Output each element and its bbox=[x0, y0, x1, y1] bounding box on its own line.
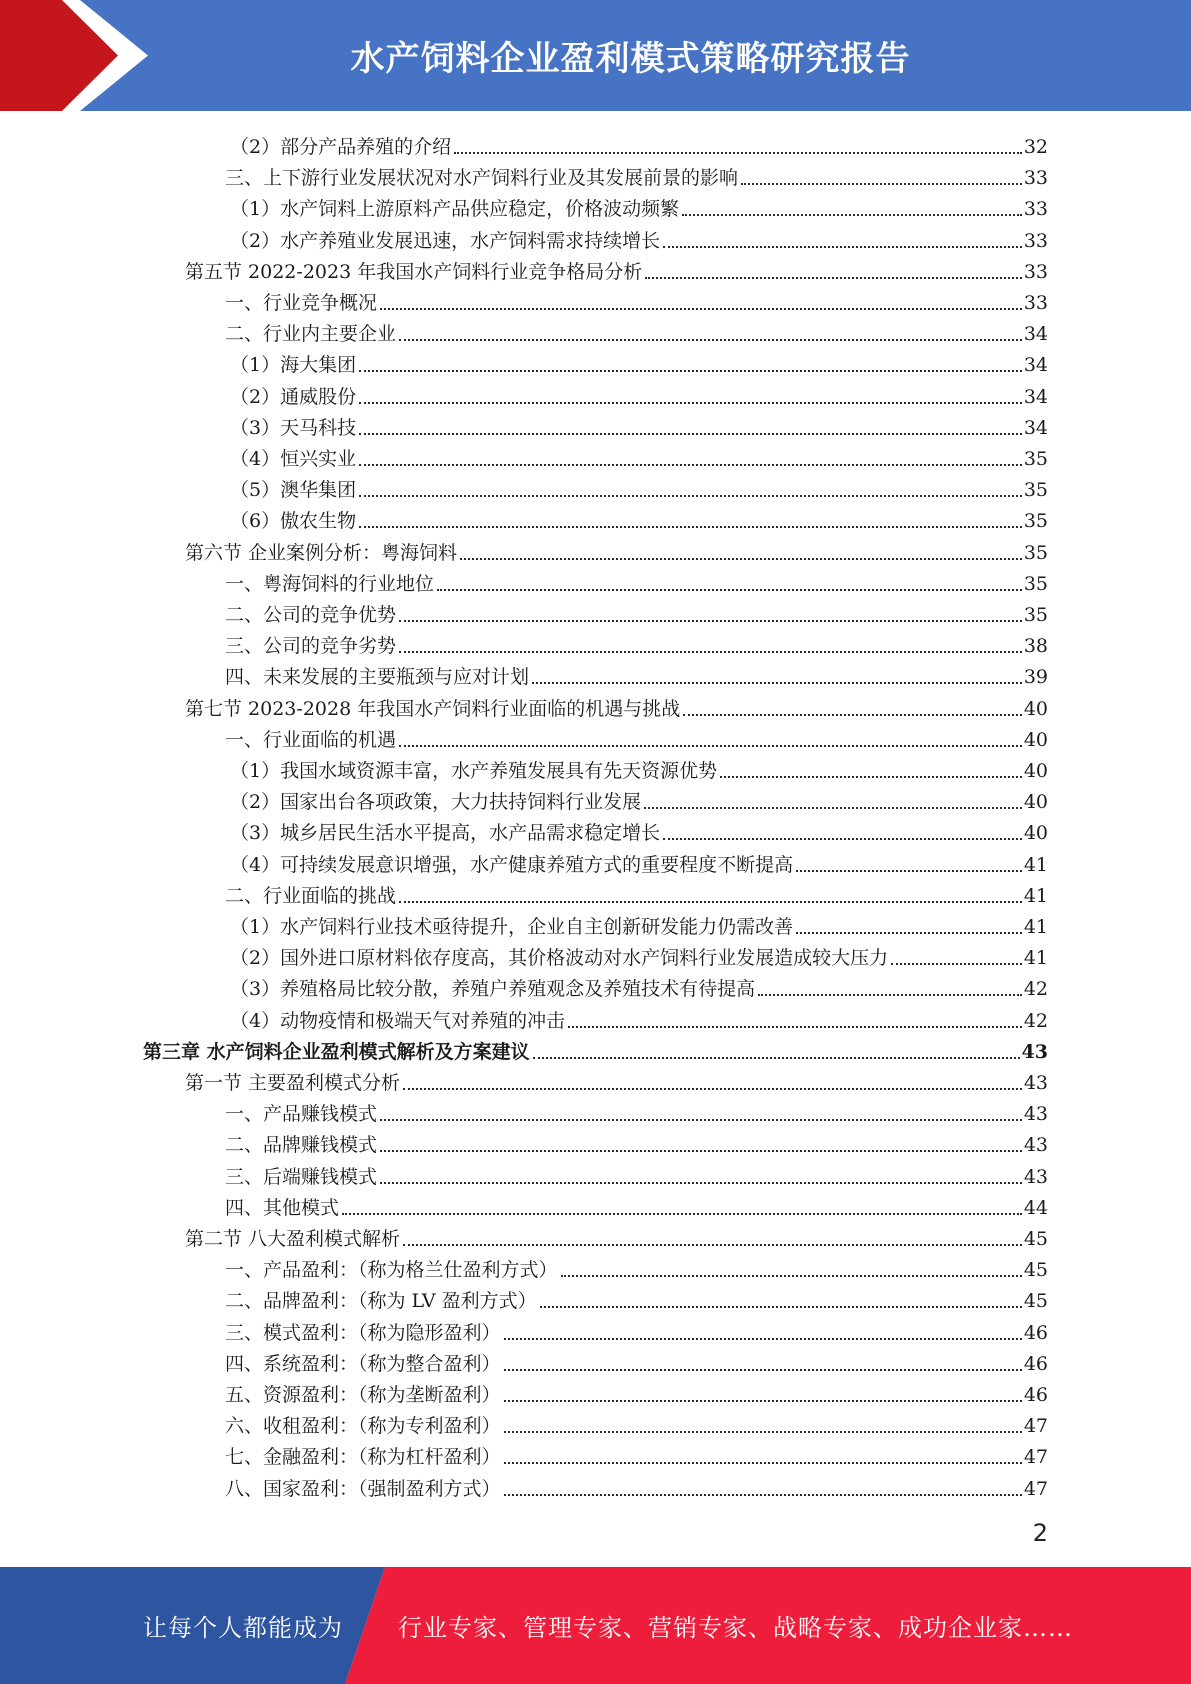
toc-entry-page: 40 bbox=[1023, 791, 1048, 814]
toc-entry-title: （5）澳华集团 bbox=[230, 479, 357, 502]
page-number: 2 bbox=[1032, 1519, 1048, 1547]
toc-entry-title: （2）国外进口原材料依存度高，其价格波动对水产饲料行业发展造成较大压力 bbox=[230, 947, 889, 970]
toc-entry[interactable] bbox=[230, 346, 1048, 377]
toc-entry[interactable] bbox=[225, 1126, 1048, 1157]
toc-entry-page: 33 bbox=[1023, 198, 1048, 221]
toc-entry-title: （4）动物疫情和极端天气对养殖的冲击 bbox=[230, 1009, 566, 1032]
toc-dot-leader bbox=[504, 1461, 1022, 1464]
toc-entry-title: 二、品牌赚钱模式 bbox=[225, 1134, 378, 1157]
toc-entry-title: 三、后端赚钱模式 bbox=[225, 1165, 378, 1188]
toc-entry-page: 42 bbox=[1023, 978, 1048, 1001]
toc-entry-title: 二、公司的竞争优势 bbox=[225, 604, 397, 626]
toc-dot-leader bbox=[359, 432, 1022, 435]
toc-dot-leader bbox=[758, 993, 1022, 996]
toc-dot-leader bbox=[460, 557, 1022, 560]
toc-section-entry[interactable] bbox=[185, 534, 1048, 565]
toc-entry-title: 一、产品盈利：（称为格兰仕盈利方式） bbox=[225, 1259, 558, 1282]
toc-entry-title: （1）我国水域资源丰富，水产养殖发展具有先天资源优势 bbox=[230, 760, 718, 782]
toc-entry-page: 43 bbox=[1021, 1040, 1048, 1063]
toc-section-entry[interactable] bbox=[185, 690, 1048, 721]
toc-entry-title: 三、模式盈利：（称为隐形盈利） bbox=[225, 1321, 501, 1344]
toc-entry-title: 三、上下游行业发展状况对水产饲料行业及其发展前景的影响 bbox=[225, 167, 739, 190]
toc-chapter-entry[interactable] bbox=[143, 1033, 1048, 1064]
footer-slogan-right: 行业专家、管理专家、营销专家、战略专家、成功企业家…… bbox=[398, 1614, 1073, 1642]
toc-entry-title: 一、粤海饲料的行业地位 bbox=[225, 572, 435, 595]
toc-entry-title: 第七节 2023-2028 年我国水产饲料行业面临的机遇与挑战 bbox=[185, 697, 681, 720]
toc-dot-leader bbox=[342, 1212, 1022, 1215]
toc-entry-title: 第五节 2022-2023 年我国水产饲料行业竞争格局分析 bbox=[185, 260, 643, 283]
toc-entry[interactable] bbox=[230, 471, 1048, 502]
toc-entry-title: 第一节 主要盈利模式分析 bbox=[185, 1072, 401, 1094]
toc-dot-leader bbox=[380, 307, 1022, 310]
toc-entry[interactable] bbox=[230, 752, 1048, 783]
toc-entry[interactable] bbox=[230, 939, 1048, 970]
toc-dot-leader bbox=[504, 1368, 1022, 1371]
toc-entry-page: 45 bbox=[1023, 1228, 1048, 1250]
toc-entry-title: 五、资源盈利：（称为垄断盈利） bbox=[225, 1384, 501, 1406]
toc-entry-title: （2）部分产品养殖的介绍 bbox=[230, 136, 452, 158]
toc-dot-leader bbox=[359, 525, 1022, 528]
toc-entry[interactable] bbox=[225, 1282, 1048, 1313]
toc-entry-title: （2）国家出台各项政策，大力扶持饲料行业发展 bbox=[230, 791, 642, 814]
toc-entry-title: （2）水产养殖业发展迅速，水产饲料需求持续增长 bbox=[230, 229, 661, 252]
toc-dot-leader bbox=[399, 900, 1022, 903]
toc-dot-leader bbox=[380, 1181, 1022, 1184]
toc-entry-page: 47 bbox=[1023, 1446, 1048, 1469]
toc-entry[interactable] bbox=[225, 565, 1048, 596]
toc-dot-leader bbox=[504, 1493, 1022, 1496]
toc-entry[interactable] bbox=[225, 159, 1048, 190]
toc-entry-title: （6）傲农生物 bbox=[230, 510, 357, 533]
toc-entry-title: 一、行业竞争概况 bbox=[225, 292, 378, 314]
toc-entry-title: （3）养殖格局比较分散，养殖户养殖观念及养殖技术有待提高 bbox=[230, 978, 756, 1001]
toc-entry-title: 二、行业面临的挑战 bbox=[225, 884, 397, 907]
toc-dot-leader bbox=[403, 1087, 1022, 1090]
toc-entry-title: 四、其他模式 bbox=[225, 1196, 340, 1219]
toc-dot-leader bbox=[380, 1118, 1022, 1121]
toc-entry-title: （3）城乡居民生活水平提高，水产品需求稳定增长 bbox=[230, 822, 661, 845]
toc-entry[interactable] bbox=[230, 502, 1048, 533]
toc-dot-leader bbox=[682, 213, 1022, 216]
toc-dot-leader bbox=[540, 1305, 1022, 1308]
toc-entry-page: 35 bbox=[1023, 604, 1048, 626]
toc-entry[interactable] bbox=[230, 222, 1048, 253]
toc-entry-page: 45 bbox=[1023, 1290, 1048, 1313]
toc-entry[interactable] bbox=[230, 783, 1048, 814]
toc-dot-leader bbox=[663, 245, 1022, 248]
toc-entry-title: 一、产品赚钱模式 bbox=[225, 1103, 378, 1126]
toc-entry-title: （2）通威股份 bbox=[230, 385, 357, 408]
toc-entry-page: 34 bbox=[1023, 416, 1048, 439]
toc-entry-title: 四、系统盈利：（称为整合盈利） bbox=[225, 1352, 501, 1375]
toc-entry-title: （4）可持续发展意识增强，水产健康养殖方式的重要程度不断提高 bbox=[230, 853, 794, 876]
toc-dot-leader bbox=[683, 713, 1022, 716]
toc-dot-leader bbox=[796, 931, 1022, 934]
toc-dot-leader bbox=[568, 1025, 1022, 1028]
toc-entry[interactable] bbox=[225, 1376, 1048, 1407]
toc-entry-page: 41 bbox=[1023, 884, 1048, 907]
toc-entry[interactable] bbox=[225, 627, 1048, 658]
toc-entry[interactable] bbox=[230, 846, 1048, 877]
toc-entry-title: 第三章 水产饲料企业盈利模式解析及方案建议 bbox=[143, 1040, 530, 1063]
toc-entry[interactable] bbox=[230, 409, 1048, 440]
toc-entry-title: 三、公司的竞争劣势 bbox=[225, 635, 397, 658]
toc-entry-title: （1）海大集团 bbox=[230, 354, 357, 377]
toc-dot-leader bbox=[380, 1149, 1022, 1152]
toc-entry-page: 41 bbox=[1023, 947, 1048, 970]
toc-entry[interactable] bbox=[230, 1002, 1048, 1033]
toc-entry-title: 第六节 企业案例分析：粤海饲料 bbox=[185, 541, 458, 564]
toc-entry-page: 47 bbox=[1023, 1415, 1048, 1438]
toc-dot-leader bbox=[504, 1399, 1022, 1402]
toc-entry[interactable] bbox=[225, 1345, 1048, 1376]
toc-dot-leader bbox=[645, 276, 1022, 279]
toc-entry-page: 40 bbox=[1023, 697, 1048, 720]
toc-entry-title: （3）天马科技 bbox=[230, 416, 357, 439]
toc-dot-leader bbox=[663, 837, 1022, 840]
toc-entry[interactable] bbox=[225, 721, 1048, 752]
toc-dot-leader bbox=[504, 1337, 1022, 1340]
toc-entry-page: 46 bbox=[1023, 1321, 1048, 1344]
toc-dot-leader bbox=[399, 744, 1022, 747]
toc-dot-leader bbox=[359, 369, 1022, 372]
toc-dot-leader bbox=[359, 463, 1022, 466]
toc-dot-leader bbox=[454, 151, 1022, 154]
toc-entry-page: 43 bbox=[1023, 1134, 1048, 1157]
footer-slogan-left: 让每个人都能成为 bbox=[143, 1614, 343, 1642]
toc-entry-title: 二、行业内主要企业 bbox=[225, 323, 397, 346]
toc-dot-leader bbox=[403, 1243, 1022, 1246]
toc-dot-leader bbox=[533, 1056, 1020, 1059]
page-header bbox=[0, 0, 1191, 111]
toc-dot-leader bbox=[644, 806, 1022, 809]
toc-entry-page: 33 bbox=[1023, 167, 1048, 190]
toc-entry-title: （1）水产饲料行业技术亟待提升，企业自主创新研发能力仍需改善 bbox=[230, 916, 794, 938]
toc-entry[interactable] bbox=[230, 908, 1048, 939]
toc-entry[interactable] bbox=[225, 1251, 1048, 1282]
toc-entry-page: 33 bbox=[1023, 260, 1048, 283]
toc-entry[interactable] bbox=[225, 877, 1048, 908]
toc-entry-page: 43 bbox=[1023, 1072, 1048, 1094]
toc-dot-leader bbox=[720, 775, 1022, 778]
toc-entry-title: 第二节 八大盈利模式解析 bbox=[185, 1228, 401, 1250]
toc-entry-page: 33 bbox=[1023, 292, 1048, 314]
toc-entry-page: 47 bbox=[1023, 1477, 1048, 1500]
toc-entry[interactable] bbox=[230, 440, 1048, 471]
toc-entry-page: 46 bbox=[1023, 1384, 1048, 1406]
toc-dot-leader bbox=[796, 869, 1022, 872]
toc-entry-page: 35 bbox=[1023, 479, 1048, 502]
toc-entry[interactable] bbox=[225, 658, 1048, 689]
toc-entry[interactable] bbox=[225, 1470, 1048, 1501]
toc-entry[interactable] bbox=[225, 596, 1048, 627]
toc-entry-page: 38 bbox=[1023, 635, 1048, 658]
toc-entry-page: 35 bbox=[1023, 572, 1048, 595]
toc-entry-title: 六、收租盈利：（称为专利盈利） bbox=[225, 1415, 501, 1438]
toc-entry[interactable] bbox=[230, 128, 1048, 159]
toc-entry-page: 41 bbox=[1023, 916, 1048, 938]
toc-entry-page: 41 bbox=[1023, 853, 1048, 876]
toc-section-entry[interactable] bbox=[185, 1220, 1048, 1251]
toc-entry-page: 32 bbox=[1023, 136, 1048, 158]
toc-entry[interactable] bbox=[225, 315, 1048, 346]
toc-entry[interactable] bbox=[230, 378, 1048, 409]
toc-entry[interactable] bbox=[225, 1189, 1048, 1220]
toc-entry-page: 33 bbox=[1023, 229, 1048, 252]
toc-entry[interactable] bbox=[230, 814, 1048, 845]
toc-entry[interactable] bbox=[230, 190, 1048, 221]
report-title: 水产饲料企业盈利模式策略研究报告 bbox=[350, 39, 911, 79]
toc-dot-leader bbox=[741, 182, 1022, 185]
toc-dot-leader bbox=[891, 962, 1022, 965]
toc-entry-page: 46 bbox=[1023, 1352, 1048, 1375]
toc-entry-title: 一、行业面临的机遇 bbox=[225, 728, 397, 751]
toc-entry-page: 34 bbox=[1023, 323, 1048, 346]
toc-dot-leader bbox=[532, 681, 1022, 684]
toc-dot-leader bbox=[359, 494, 1022, 497]
toc-entry-page: 34 bbox=[1023, 354, 1048, 377]
toc-entry-page: 44 bbox=[1023, 1196, 1048, 1219]
toc-entry[interactable] bbox=[225, 1314, 1048, 1345]
toc-entry-page: 39 bbox=[1023, 666, 1048, 689]
toc-entry-title: 七、金融盈利：（称为杠杆盈利） bbox=[225, 1446, 501, 1469]
toc-entry-page: 43 bbox=[1023, 1165, 1048, 1188]
toc-entry[interactable] bbox=[225, 284, 1048, 315]
toc-entry-page: 40 bbox=[1023, 822, 1048, 845]
toc-entry-page: 35 bbox=[1023, 541, 1048, 564]
toc-entry-page: 40 bbox=[1023, 728, 1048, 751]
toc-section-entry[interactable] bbox=[185, 1064, 1048, 1095]
toc-dot-leader bbox=[399, 619, 1022, 622]
toc-dot-leader bbox=[561, 1274, 1022, 1277]
toc-entry-title: （4）恒兴实业 bbox=[230, 448, 357, 470]
toc-entry-page: 45 bbox=[1023, 1259, 1048, 1282]
toc-entry-page: 43 bbox=[1023, 1103, 1048, 1126]
toc-entry-title: 四、未来发展的主要瓶颈与应对计划 bbox=[225, 666, 530, 689]
toc-entry-page: 42 bbox=[1023, 1009, 1048, 1032]
toc-entry[interactable] bbox=[230, 970, 1048, 1001]
toc-entry[interactable] bbox=[225, 1407, 1048, 1438]
toc-section-entry[interactable] bbox=[185, 253, 1048, 284]
toc-dot-leader bbox=[399, 650, 1022, 653]
toc-dot-leader bbox=[437, 588, 1022, 591]
toc-entry-title: 八、国家盈利：（强制盈利方式） bbox=[225, 1477, 501, 1500]
toc-dot-leader bbox=[504, 1430, 1022, 1433]
toc-entry-page: 34 bbox=[1023, 385, 1048, 408]
toc-entry-title: 二、品牌盈利：（称为 LV 盈利方式） bbox=[225, 1290, 537, 1313]
toc-entry[interactable] bbox=[225, 1095, 1048, 1126]
toc-entry[interactable] bbox=[225, 1438, 1048, 1469]
toc-entry-title: （1）水产饲料上游原料产品供应稳定，价格波动频繁 bbox=[230, 198, 680, 221]
page-footer bbox=[0, 1567, 1191, 1684]
toc-dot-leader bbox=[399, 338, 1022, 341]
toc-dot-leader bbox=[359, 401, 1022, 404]
toc-entry-page: 35 bbox=[1023, 510, 1048, 533]
toc-entry-page: 40 bbox=[1023, 760, 1048, 782]
header-chevron-icon bbox=[0, 0, 160, 111]
toc-entry[interactable] bbox=[225, 1158, 1048, 1189]
toc-entry-page: 35 bbox=[1023, 448, 1048, 470]
